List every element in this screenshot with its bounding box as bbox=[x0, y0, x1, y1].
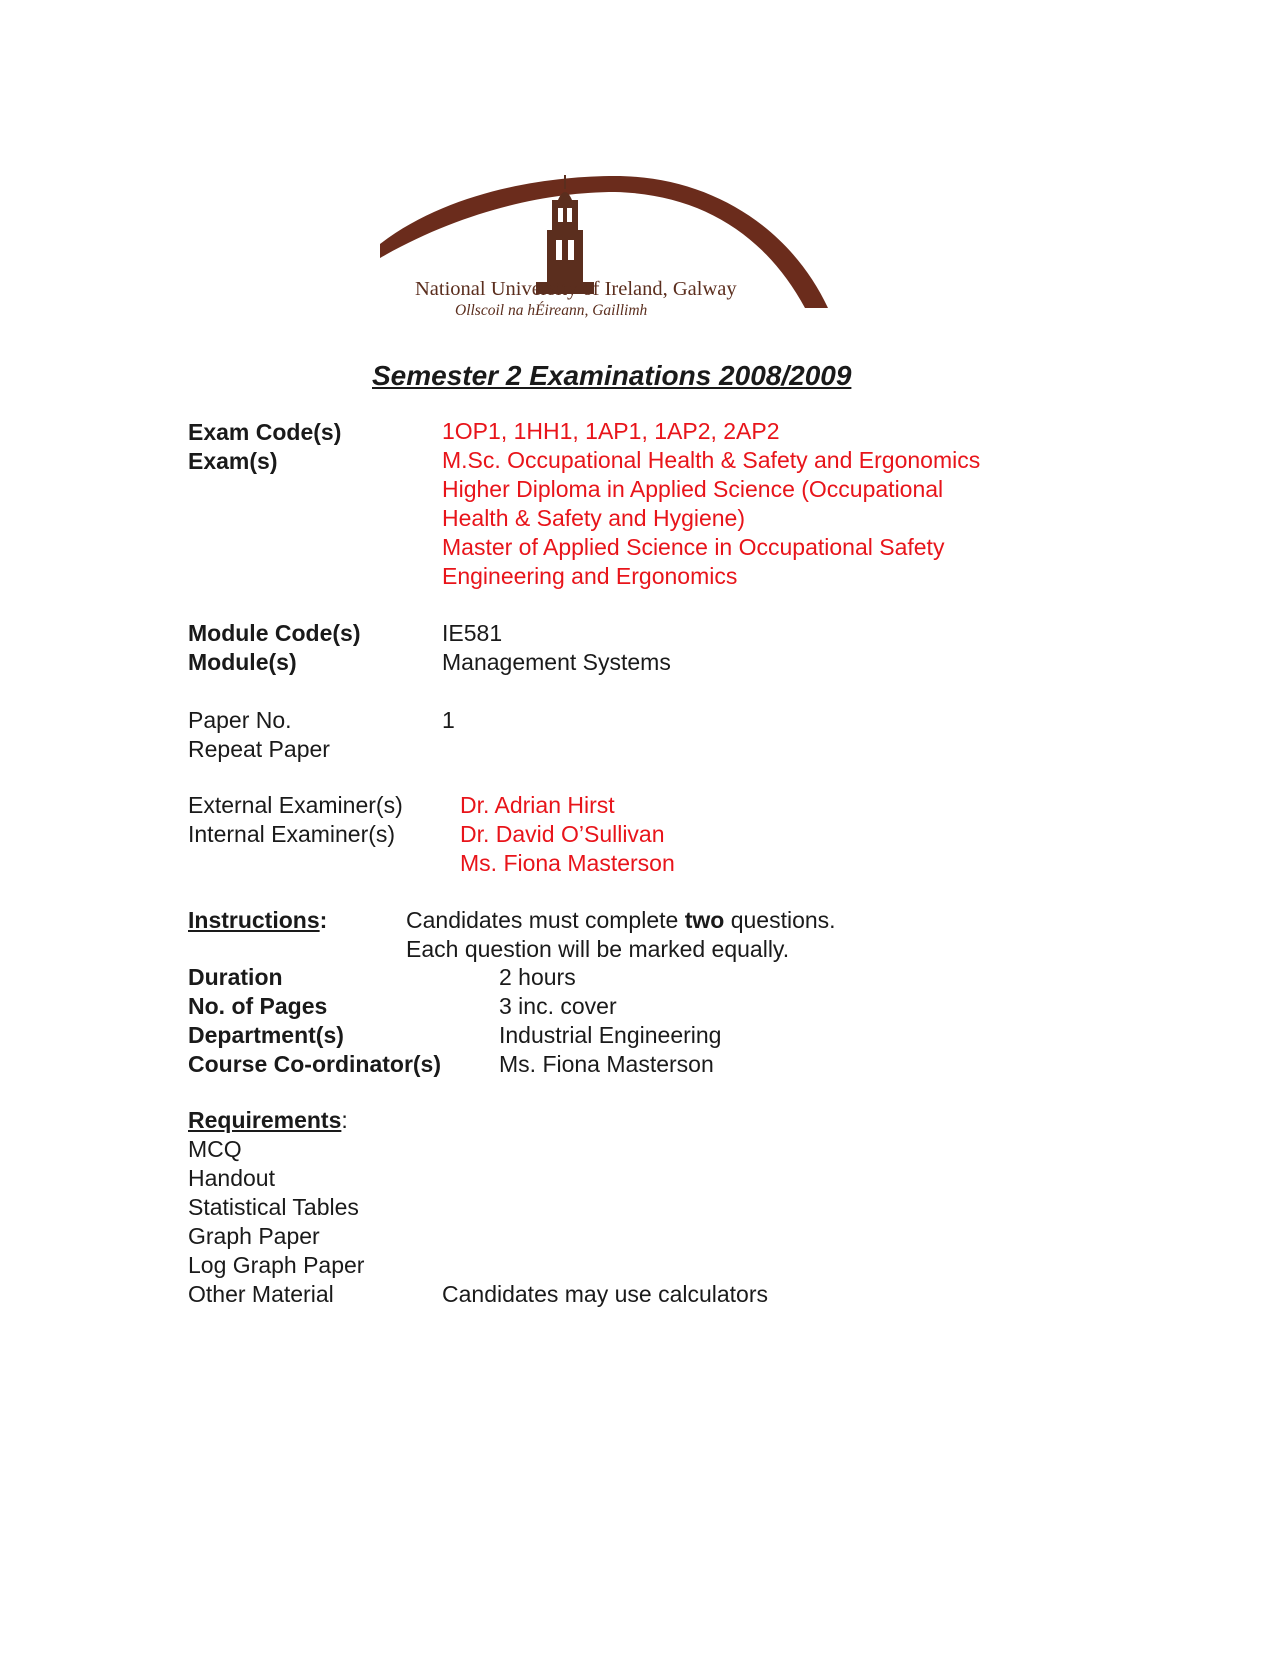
instructions-line-2: Each question will be marked equally. bbox=[406, 936, 790, 962]
paper-no-label: Paper No. bbox=[188, 707, 292, 733]
requirement-item: MCQ bbox=[188, 1136, 242, 1162]
requirement-item: Log Graph Paper bbox=[188, 1252, 365, 1278]
instructions-emphasis: two bbox=[684, 907, 725, 933]
module-codes-value: IE581 bbox=[442, 620, 503, 646]
coordinator-label: Course Co-ordinator(s) bbox=[188, 1051, 441, 1077]
logo-name-en: National University of Ireland, Galway bbox=[415, 278, 737, 300]
instructions-label: Instructions bbox=[188, 907, 320, 933]
other-material-value: Candidates may use calculators bbox=[442, 1281, 768, 1307]
page-title: Semester 2 Examinations 2008/2009 bbox=[372, 360, 852, 391]
instructions-line-1-end: questions. bbox=[724, 907, 836, 933]
exam-line-2: Higher Diploma in Applied Science (Occupational bbox=[442, 476, 944, 502]
duration-label: Duration bbox=[188, 964, 283, 990]
duration-value: 2 hours bbox=[499, 964, 576, 990]
exam-codes-value: 1OP1, 1HH1, 1AP1, 1AP2, 2AP2 bbox=[442, 418, 780, 444]
department-label: Department(s) bbox=[188, 1022, 344, 1048]
modules-value: Management Systems bbox=[442, 649, 671, 675]
exam-line-5: Engineering and Ergonomics bbox=[442, 563, 738, 589]
paper-no-value: 1 bbox=[442, 707, 455, 733]
internal-examiner-value-1: Dr. David O’Sullivan bbox=[460, 821, 665, 847]
exam-line-4: Master of Applied Science in Occupational Safety bbox=[442, 534, 945, 560]
logo-name-ga: Ollscoil na hÉireann, Gaillimh bbox=[455, 302, 648, 319]
module-codes-label: Module Code(s) bbox=[188, 620, 361, 646]
external-examiner-label: External Examiner(s) bbox=[188, 792, 403, 818]
requirements-label: Requirements bbox=[188, 1107, 342, 1133]
exam-codes-label: Exam Code(s) bbox=[188, 419, 342, 445]
instructions-line-1-start: Candidates must complete bbox=[406, 907, 685, 933]
exam-line-1: M.Sc. Occupational Health & Safety and Ergonomics bbox=[442, 447, 981, 473]
instructions-colon: : bbox=[319, 907, 328, 933]
modules-label: Module(s) bbox=[188, 649, 297, 675]
requirements-colon: : bbox=[341, 1107, 348, 1133]
instructions-line-1 bbox=[406, 906, 836, 935]
repeat-paper-label: Repeat Paper bbox=[188, 736, 330, 762]
exams-label: Exam(s) bbox=[188, 448, 278, 474]
internal-examiner-value-2: Ms. Fiona Masterson bbox=[460, 850, 675, 876]
requirement-item: Statistical Tables bbox=[188, 1194, 359, 1220]
requirements-label-wrap bbox=[188, 1106, 348, 1135]
department-value: Industrial Engineering bbox=[499, 1022, 722, 1048]
requirement-item: Graph Paper bbox=[188, 1223, 320, 1249]
external-examiner-value: Dr. Adrian Hirst bbox=[460, 792, 615, 818]
exam-line-3: Health & Safety and Hygiene) bbox=[442, 505, 746, 531]
pages-label: No. of Pages bbox=[188, 993, 328, 1019]
requirement-item: Handout bbox=[188, 1165, 275, 1191]
instructions-label-wrap bbox=[188, 906, 327, 935]
university-logo bbox=[380, 172, 870, 327]
other-material-label: Other Material bbox=[188, 1281, 334, 1307]
pages-value: 3 inc. cover bbox=[499, 993, 617, 1019]
coordinator-value: Ms. Fiona Masterson bbox=[499, 1051, 714, 1077]
internal-examiner-label: Internal Examiner(s) bbox=[188, 821, 396, 847]
